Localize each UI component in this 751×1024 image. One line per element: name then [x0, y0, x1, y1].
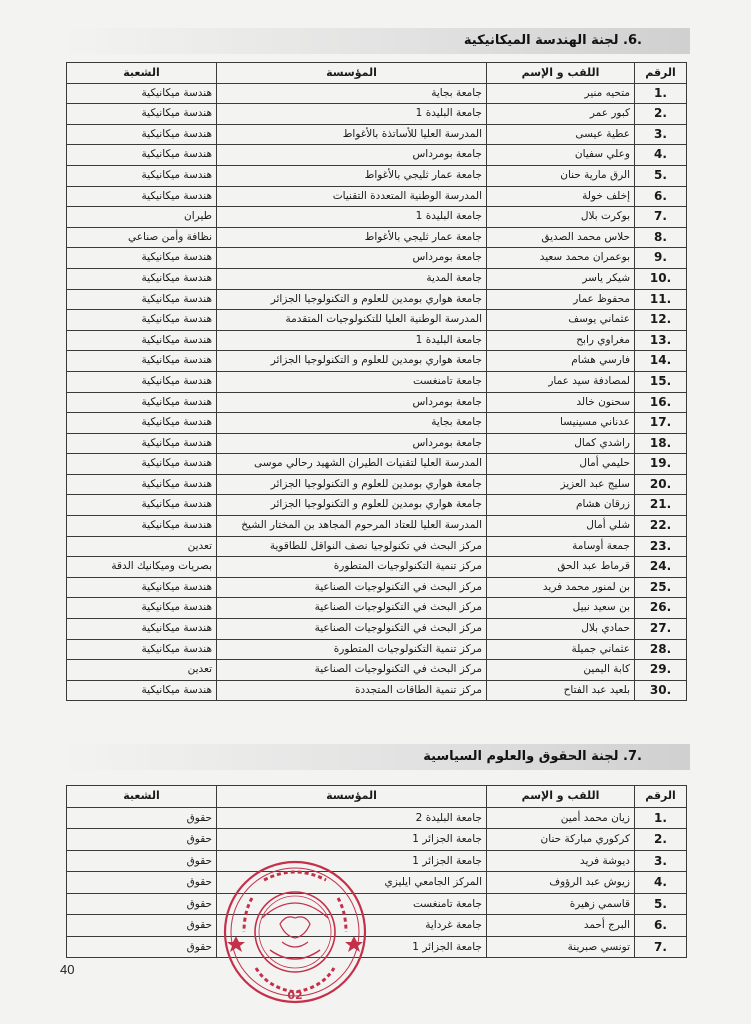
- row-number: .2: [635, 829, 687, 851]
- row-institution: جامعة هواري بومدين للعلوم و التكنولوجيا الجزائر: [217, 289, 487, 310]
- row-institution: جامعة الجزائر 1: [217, 936, 487, 958]
- row-institution: المدرسة العليا لتقنيات الطيران الشهيد رحالي موسى: [217, 454, 487, 475]
- row-institution: جامعة الجزائر 1: [217, 850, 487, 872]
- table-row: [67, 915, 687, 937]
- section-7-table: [66, 785, 687, 958]
- table-row: [67, 227, 687, 248]
- row-name: زرقان هشام: [487, 495, 635, 516]
- row-number: .19: [635, 454, 687, 475]
- row-number: .2: [635, 104, 687, 125]
- row-field: هندسة ميكانيكية: [67, 392, 217, 413]
- table-row: [67, 165, 687, 186]
- table-row: [67, 454, 687, 475]
- row-field: هندسة ميكانيكية: [67, 186, 217, 207]
- row-number: .9: [635, 248, 687, 269]
- row-name: قرماط عبد الحق: [487, 557, 635, 578]
- row-field: هندسة ميكانيكية: [67, 598, 217, 619]
- row-name: عدناني مسينيسا: [487, 413, 635, 434]
- table-row: [67, 371, 687, 392]
- table-row: [67, 248, 687, 269]
- row-name: وعلي سفيان: [487, 145, 635, 166]
- table-row: [67, 145, 687, 166]
- header-num: الرقم: [635, 786, 687, 808]
- row-number: .7: [635, 207, 687, 228]
- row-number: .18: [635, 433, 687, 454]
- table-row: [67, 392, 687, 413]
- table-row: [67, 433, 687, 454]
- table-row: [67, 310, 687, 331]
- row-name: سليج عبد العزيز: [487, 474, 635, 495]
- row-field: طيران: [67, 207, 217, 228]
- row-institution: جامعة عمار ثليجي بالأغواط: [217, 165, 487, 186]
- section-6-table: [66, 62, 687, 701]
- row-number: .29: [635, 660, 687, 681]
- row-name: تونسي صبرينة: [487, 936, 635, 958]
- table-row: [67, 829, 687, 851]
- row-field: حقوق: [67, 872, 217, 894]
- row-number: .11: [635, 289, 687, 310]
- row-number: .16: [635, 392, 687, 413]
- row-institution: جامعة عمار ثليجي بالأغواط: [217, 227, 487, 248]
- row-institution: مركز البحث في التكنولوجيات الصناعية: [217, 619, 487, 640]
- row-institution: جامعة هواري بومدين للعلوم و التكنولوجيا الجزائر: [217, 474, 487, 495]
- row-number: .26: [635, 598, 687, 619]
- row-field: هندسة ميكانيكية: [67, 124, 217, 145]
- table-row: [67, 893, 687, 915]
- row-field: تعدين: [67, 660, 217, 681]
- table-row: [67, 577, 687, 598]
- row-institution: جامعة بجاية: [217, 413, 487, 434]
- row-field: هندسة ميكانيكية: [67, 289, 217, 310]
- row-name: سحنون خالد: [487, 392, 635, 413]
- header-name: اللقب و الإسم: [487, 786, 635, 808]
- row-number: .30: [635, 680, 687, 701]
- table-row: [67, 850, 687, 872]
- page-number: 40: [60, 962, 75, 977]
- row-field: هندسة ميكانيكية: [67, 619, 217, 640]
- row-name: بن سعيد نبيل: [487, 598, 635, 619]
- row-number: .3: [635, 850, 687, 872]
- row-field: هندسة ميكانيكية: [67, 248, 217, 269]
- row-name: البرج أحمد: [487, 915, 635, 937]
- row-institution: جامعة البليدة 1: [217, 104, 487, 125]
- row-institution: جامعة البليدة 2: [217, 807, 487, 829]
- table-row: [67, 660, 687, 681]
- row-name: حليمي أمال: [487, 454, 635, 475]
- row-number: .13: [635, 330, 687, 351]
- row-number: .7: [635, 936, 687, 958]
- row-field: هندسة ميكانيكية: [67, 268, 217, 289]
- row-number: .12: [635, 310, 687, 331]
- table-row: [67, 474, 687, 495]
- row-institution: مركز البحث في تكنولوجيا نصف النواقل للطاقوية: [217, 536, 487, 557]
- row-institution: المركز الجامعي ايليزي: [217, 872, 487, 894]
- row-name: عثماني يوسف: [487, 310, 635, 331]
- row-institution: جامعة بومرداس: [217, 392, 487, 413]
- row-number: .4: [635, 872, 687, 894]
- row-institution: المدرسة الوطنية المتعددة التقنيات: [217, 186, 487, 207]
- row-number: .27: [635, 619, 687, 640]
- row-name: شلي أمال: [487, 516, 635, 537]
- row-institution: جامعة بجاية: [217, 83, 487, 104]
- table-row: [67, 351, 687, 372]
- table-row: [67, 124, 687, 145]
- row-field: هندسة ميكانيكية: [67, 145, 217, 166]
- row-name: كبور عمر: [487, 104, 635, 125]
- row-institution: مركز البحث في التكنولوجيات الصناعية: [217, 660, 487, 681]
- row-name: إخلف خولة: [487, 186, 635, 207]
- row-number: .24: [635, 557, 687, 578]
- row-name: راشدي كمال: [487, 433, 635, 454]
- row-name: متحيه منير: [487, 83, 635, 104]
- row-name: كركوري مباركة حنان: [487, 829, 635, 851]
- row-number: .5: [635, 893, 687, 915]
- row-field: هندسة ميكانيكية: [67, 577, 217, 598]
- row-field: هندسة ميكانيكية: [67, 413, 217, 434]
- row-field: هندسة ميكانيكية: [67, 454, 217, 475]
- row-field: تعدين: [67, 536, 217, 557]
- row-institution: جامعة هواري بومدين للعلوم و التكنولوجيا الجزائر: [217, 351, 487, 372]
- row-institution: مركز تنمية الطاقات المتجددة: [217, 680, 487, 701]
- table-row: [67, 680, 687, 701]
- row-field: هندسة ميكانيكية: [67, 495, 217, 516]
- row-number: .5: [635, 165, 687, 186]
- section-6-rows: [67, 83, 687, 701]
- section-7-title: .7. لجنة الحقوق والعلوم السياسية: [62, 744, 690, 770]
- row-number: .10: [635, 268, 687, 289]
- row-field: هندسة ميكانيكية: [67, 165, 217, 186]
- row-number: .6: [635, 915, 687, 937]
- row-institution: المدرسة العليا للأساتذة بالأغواط: [217, 124, 487, 145]
- row-institution: مركز البحث في التكنولوجيات الصناعية: [217, 598, 487, 619]
- row-number: .25: [635, 577, 687, 598]
- row-field: حقوق: [67, 807, 217, 829]
- row-number: .3: [635, 124, 687, 145]
- row-field: هندسة ميكانيكية: [67, 104, 217, 125]
- row-name: ديوشة فريد: [487, 850, 635, 872]
- table-row: [67, 207, 687, 228]
- row-name: بن لمنور محمد فريد: [487, 577, 635, 598]
- row-institution: جامعة البليدة 1: [217, 207, 487, 228]
- row-institution: جامعة تامنغست: [217, 371, 487, 392]
- row-field: هندسة ميكانيكية: [67, 516, 217, 537]
- row-institution: مركز البحث في التكنولوجيات الصناعية: [217, 577, 487, 598]
- table-row: [67, 936, 687, 958]
- table-header-row: [67, 63, 687, 84]
- row-name: بوعمران محمد سعيد: [487, 248, 635, 269]
- stamp-number: 02: [287, 989, 303, 1002]
- row-field: هندسة ميكانيكية: [67, 474, 217, 495]
- header-num: الرقم: [635, 63, 687, 84]
- section-6-title: .6. لجنة الهندسة الميكانيكية: [62, 28, 690, 54]
- row-institution: مركز تنمية التكنولوجيات المتطورة: [217, 557, 487, 578]
- table-row: [67, 639, 687, 660]
- row-number: .1: [635, 807, 687, 829]
- row-institution: جامعة الجزائر 1: [217, 829, 487, 851]
- row-institution: المدرسة العليا للعتاد المرحوم المجاهد بن المختار الشيخ: [217, 516, 487, 537]
- row-field: حقوق: [67, 893, 217, 915]
- row-name: مغراوي رابح: [487, 330, 635, 351]
- row-field: حقوق: [67, 936, 217, 958]
- row-institution: جامعة البليدة 1: [217, 330, 487, 351]
- row-field: حقوق: [67, 915, 217, 937]
- row-field: حقوق: [67, 829, 217, 851]
- row-institution: جامعة غرداية: [217, 915, 487, 937]
- row-institution: جامعة بومرداس: [217, 248, 487, 269]
- row-name: محفوظ عمار: [487, 289, 635, 310]
- table-row: [67, 268, 687, 289]
- row-number: .15: [635, 371, 687, 392]
- row-name: لمصادفة سيد عمار: [487, 371, 635, 392]
- row-name: حلاس محمد الصديق: [487, 227, 635, 248]
- row-field: حقوق: [67, 850, 217, 872]
- row-name: زيان محمد أمين: [487, 807, 635, 829]
- row-number: .1: [635, 83, 687, 104]
- header-field: الشعبة: [67, 786, 217, 808]
- official-seal-stamp: [222, 858, 368, 1010]
- table-row: [67, 872, 687, 894]
- table-row: [67, 104, 687, 125]
- table-row: [67, 186, 687, 207]
- row-field: هندسة ميكانيكية: [67, 371, 217, 392]
- row-number: .28: [635, 639, 687, 660]
- row-name: عثماني جميلة: [487, 639, 635, 660]
- row-name: الرق مارية حنان: [487, 165, 635, 186]
- row-institution: جامعة هواري بومدين للعلوم و التكنولوجيا الجزائر: [217, 495, 487, 516]
- row-number: .21: [635, 495, 687, 516]
- row-number: .17: [635, 413, 687, 434]
- table-row: [67, 807, 687, 829]
- table-row: [67, 619, 687, 640]
- header-field: الشعبة: [67, 63, 217, 84]
- row-field: هندسة ميكانيكية: [67, 680, 217, 701]
- row-field: بصريات وميكانيك الدقة: [67, 557, 217, 578]
- row-number: .20: [635, 474, 687, 495]
- row-name: زيوش عبد الرؤوف: [487, 872, 635, 894]
- row-number: .23: [635, 536, 687, 557]
- row-name: قاسمي زهيرة: [487, 893, 635, 915]
- row-name: بلعيد عبد الفتاح: [487, 680, 635, 701]
- row-institution: جامعة المدية: [217, 268, 487, 289]
- table-row: [67, 413, 687, 434]
- row-field: هندسة ميكانيكية: [67, 433, 217, 454]
- row-number: .6: [635, 186, 687, 207]
- row-name: شيكر ياسر: [487, 268, 635, 289]
- row-field: هندسة ميكانيكية: [67, 351, 217, 372]
- row-field: هندسة ميكانيكية: [67, 639, 217, 660]
- row-name: فارسي هشام: [487, 351, 635, 372]
- table-row: [67, 516, 687, 537]
- row-field: هندسة ميكانيكية: [67, 83, 217, 104]
- row-field: هندسة ميكانيكية: [67, 330, 217, 351]
- row-number: .8: [635, 227, 687, 248]
- row-institution: جامعة بومرداس: [217, 433, 487, 454]
- row-name: كابة اليمين: [487, 660, 635, 681]
- table-row: [67, 557, 687, 578]
- row-field: هندسة ميكانيكية: [67, 310, 217, 331]
- table-header-row: [67, 786, 687, 808]
- row-name: عطية عيسى: [487, 124, 635, 145]
- row-institution: جامعة تامنغست: [217, 893, 487, 915]
- section-7-rows: [67, 807, 687, 958]
- row-field: نظافة وأمن صناعي: [67, 227, 217, 248]
- row-number: .14: [635, 351, 687, 372]
- table-row: [67, 495, 687, 516]
- row-name: حمادي بلال: [487, 619, 635, 640]
- row-number: .4: [635, 145, 687, 166]
- row-institution: جامعة بومرداس: [217, 145, 487, 166]
- row-name: جمعة أوسامة: [487, 536, 635, 557]
- header-institution: المؤسسة: [217, 786, 487, 808]
- row-institution: المدرسة الوطنية العليا للتكنولوجيات المتقدمة: [217, 310, 487, 331]
- table-row: [67, 536, 687, 557]
- header-name: اللقب و الإسم: [487, 63, 635, 84]
- header-institution: المؤسسة: [217, 63, 487, 84]
- table-row: [67, 598, 687, 619]
- table-row: [67, 289, 687, 310]
- table-row: [67, 83, 687, 104]
- row-institution: مركز تنمية التكنولوجيات المتطورة: [217, 639, 487, 660]
- table-row: [67, 330, 687, 351]
- row-number: .22: [635, 516, 687, 537]
- row-name: بوكرت بلال: [487, 207, 635, 228]
